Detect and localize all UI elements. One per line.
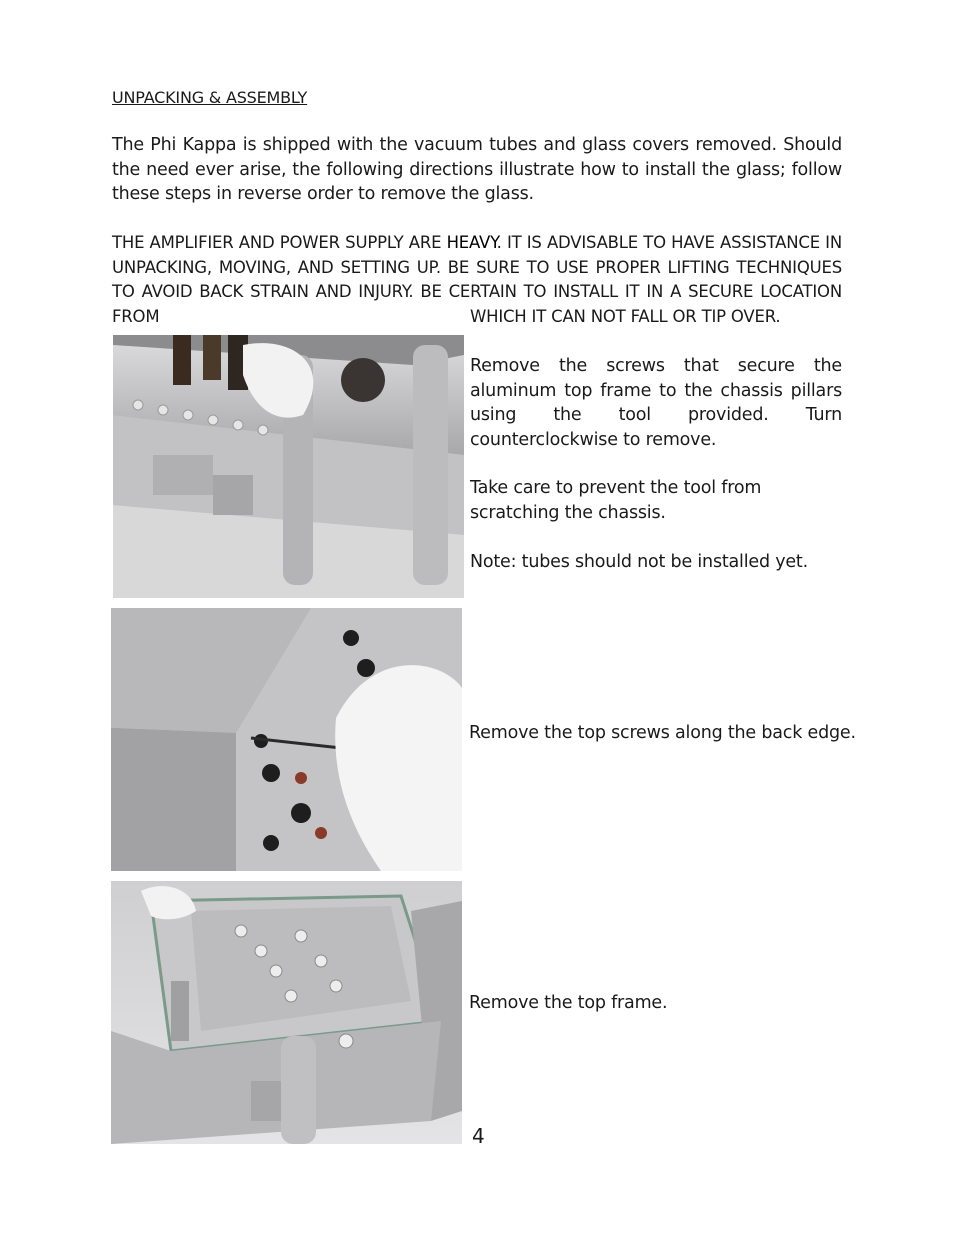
photo-chassis-top-frame — [113, 335, 464, 598]
photo-back-edge-screws — [111, 608, 462, 871]
section-heading: UNPACKING & ASSEMBLY — [112, 88, 308, 107]
step-3-instruction: Remove the top frame. — [469, 993, 668, 1013]
warning-last-line: WHICH IT CAN NOT FALL OR TIP OVER. — [470, 307, 781, 326]
step-2-instruction: Remove the top screws along the back edge. — [469, 723, 856, 743]
step-1-caution: Take care to prevent the tool from scratching the chassis. — [470, 478, 762, 523]
intro-paragraph: The Phi Kappa is shipped with the vacuum tubes and glass covers removed. Should the need ever arise, the following directions illustrate how to install the glass; follow these steps in reverse order to remove the glass. — [112, 135, 842, 204]
warning-emphasis: HEAVY — [446, 233, 497, 252]
step-1-instruction: Remove the screws that secure the aluminum top frame to the chassis pillars using the tool provided. Turn counterclockwise to remove. — [470, 356, 842, 450]
warning-text-start: THE AMPLIFIER AND POWER SUPPLY ARE — [112, 233, 447, 252]
step-1-note: Note: tubes should not be installed yet. — [470, 552, 808, 572]
warning-text-rest: . IT IS ADVISABLE TO HAVE ASSISTANCE IN UNPACKING, MOVING, AND SETTING UP. BE SURE TO USE PROPER LIFTING TECHNIQUES TO AVOID BACK STRAIN AND INJURY. BE CERTAIN TO INSTALL IT IN A SECURE LOCATION FROM — [112, 233, 842, 326]
photo-remove-top-frame — [111, 881, 462, 1144]
page-number: 4 — [472, 1124, 485, 1148]
